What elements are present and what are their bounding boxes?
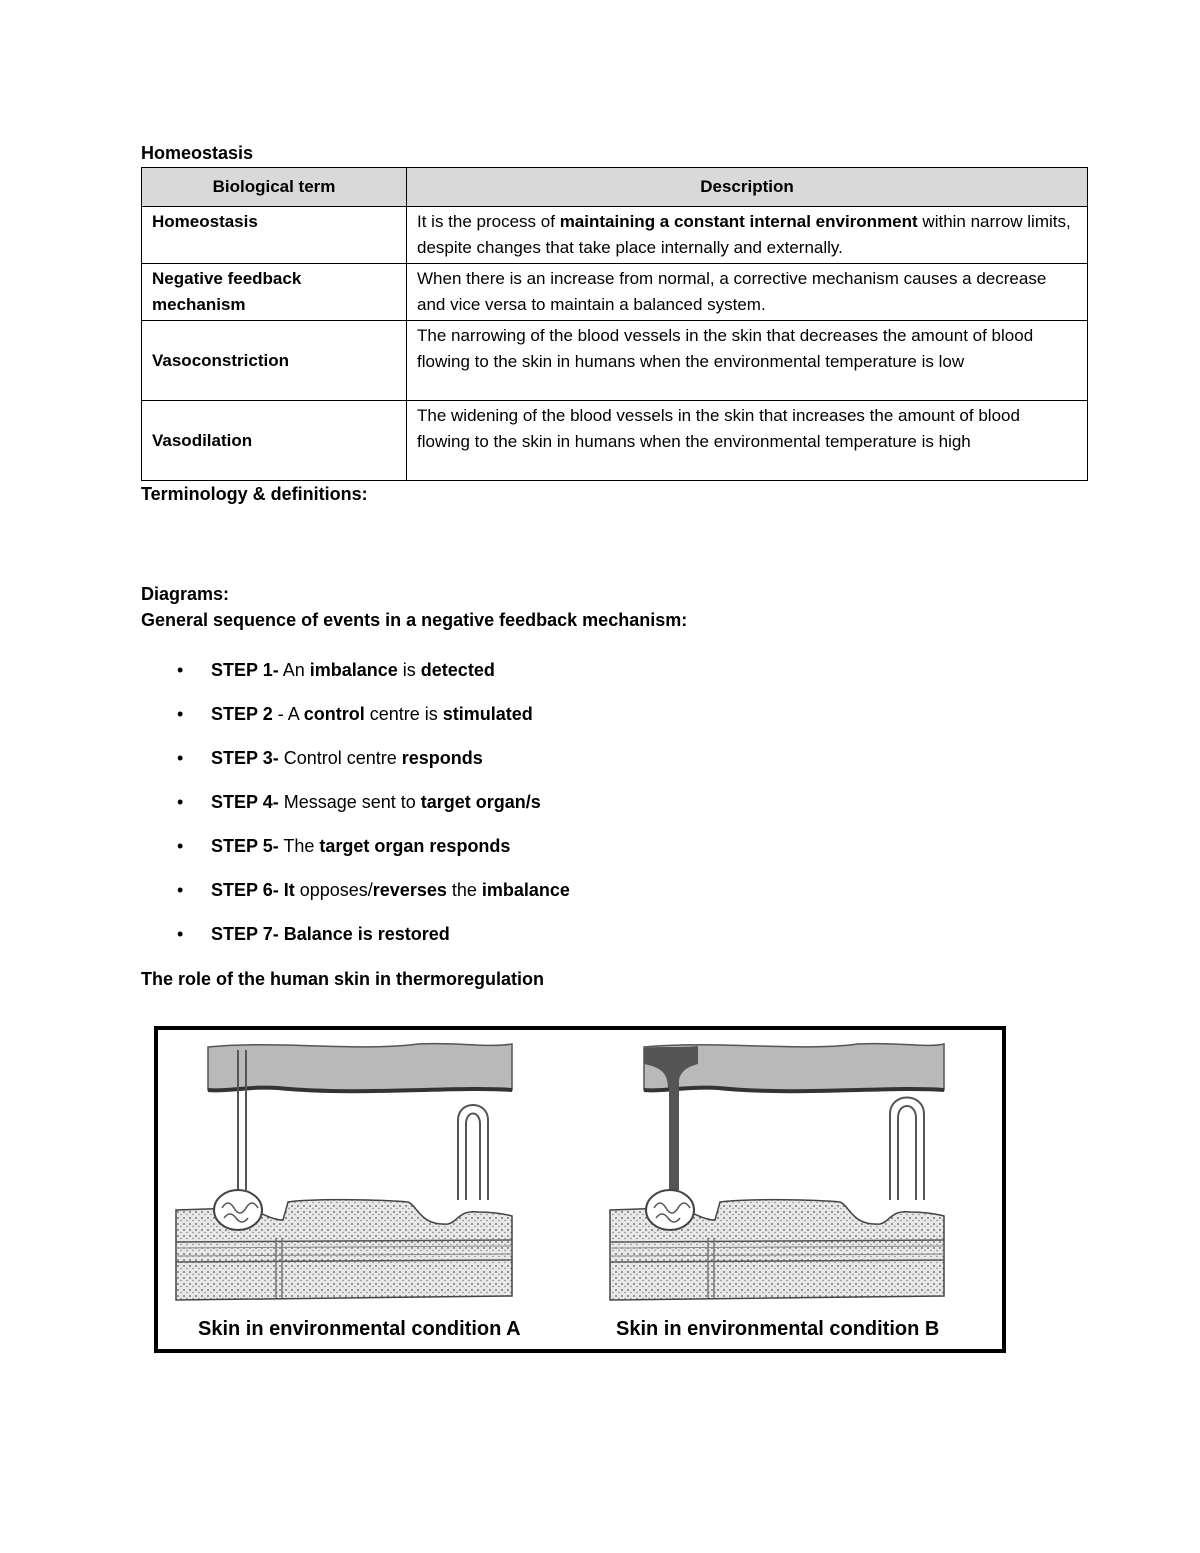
caption-condition-a: Skin in environmental condition A	[198, 1318, 521, 1340]
capillary-loop-a	[458, 1105, 488, 1200]
sequence-heading: General sequence of events in a negative feedback mechanism:	[141, 610, 688, 630]
bullet: •	[177, 880, 184, 900]
step-emphasis: target organ/s	[420, 792, 541, 812]
bullet: •	[177, 792, 184, 812]
term-cell: Vasodilation	[142, 401, 407, 481]
list-item	[141, 654, 570, 698]
step-emphasis: imbalance	[309, 660, 398, 680]
list-item	[141, 786, 570, 830]
term-cell: Negative feedback mechanism	[142, 264, 407, 321]
step-emphasis: responds	[401, 748, 483, 768]
table-row	[142, 321, 1088, 401]
skin-panel-a	[176, 1044, 512, 1300]
table-row	[142, 401, 1088, 481]
skin-panel-b	[610, 1044, 944, 1300]
capillary-loop-b	[890, 1098, 924, 1201]
thermoregulation-heading: The role of the human skin in thermoregulation	[141, 969, 545, 989]
steps-list	[141, 654, 570, 962]
table-row	[142, 264, 1088, 321]
table-row	[142, 207, 1088, 264]
skin-diagram-figure	[154, 1026, 1006, 1353]
step-text: is	[397, 660, 421, 680]
bullet: •	[177, 704, 184, 724]
step-emphasis: control	[303, 704, 365, 724]
bullet: •	[177, 836, 184, 856]
term-cell: Homeostasis	[142, 207, 407, 264]
list-item	[141, 742, 570, 786]
step-emphasis: It	[283, 880, 295, 900]
step-label: STEP 7- Balance is restored	[211, 924, 450, 944]
sweat-gland-b	[646, 1190, 694, 1230]
bullet: •	[177, 660, 184, 680]
description-cell: The narrowing of the blood vessels in the skin that decreases the amount of blood flowing to the skin in humans when the environmental temperature is low	[407, 321, 1088, 401]
description-text: within narrow limits, despite changes that take place internally and externally.	[417, 212, 1071, 257]
table-header-description: Description	[407, 168, 1088, 207]
step-emphasis: target organ responds	[319, 836, 511, 856]
bullet: •	[177, 748, 184, 768]
list-item	[141, 830, 570, 874]
epidermis-a	[208, 1044, 512, 1092]
bullet: •	[177, 924, 184, 944]
step-label: STEP 6-	[211, 880, 279, 900]
page-title: Homeostasis	[141, 143, 254, 163]
list-item	[141, 698, 570, 742]
skin-diagram	[158, 1030, 1002, 1349]
table-header-term: Biological term	[142, 168, 407, 207]
terms-table	[141, 167, 1088, 481]
step-text: An	[278, 660, 310, 680]
list-item	[141, 918, 570, 962]
step-text: centre is	[364, 704, 443, 724]
description-emphasis: maintaining a constant internal environment	[559, 212, 918, 231]
step-label: STEP 3-	[211, 748, 279, 768]
step-text: Message sent to	[278, 792, 421, 812]
description-text: It is the process of	[417, 212, 560, 231]
step-label: STEP 1-	[211, 660, 279, 680]
step-text: - A	[272, 704, 304, 724]
step-text: The	[278, 836, 320, 856]
step-label: STEP 4-	[211, 792, 279, 812]
step-emphasis: stimulated	[442, 704, 533, 724]
step-emphasis: detected	[420, 660, 495, 680]
description-cell	[407, 207, 1088, 264]
step-text: the	[446, 880, 482, 900]
step-emphasis: imbalance	[481, 880, 570, 900]
table-header-row	[142, 168, 1088, 207]
step-label: STEP 5-	[211, 836, 279, 856]
step-label: STEP 2	[211, 704, 273, 724]
description-cell: When there is an increase from normal, a corrective mechanism causes a decrease and vice versa to maintain a balanced system.	[407, 264, 1088, 321]
caption-condition-b: Skin in environmental condition B	[616, 1318, 940, 1340]
step-text: Control centre	[278, 748, 402, 768]
description-cell: The widening of the blood vessels in the skin that increases the amount of blood flowing to the skin in humans when the environmental temperature is high	[407, 401, 1088, 481]
diagrams-heading: Diagrams:	[141, 584, 230, 604]
step-emphasis: reverses	[372, 880, 447, 900]
step-text: opposes/	[294, 880, 373, 900]
term-cell: Vasoconstriction	[142, 321, 407, 401]
terminology-heading: Terminology & definitions:	[141, 484, 368, 504]
sweat-duct-b	[669, 1060, 679, 1190]
sweat-gland-a	[214, 1190, 262, 1230]
list-item	[141, 874, 570, 918]
